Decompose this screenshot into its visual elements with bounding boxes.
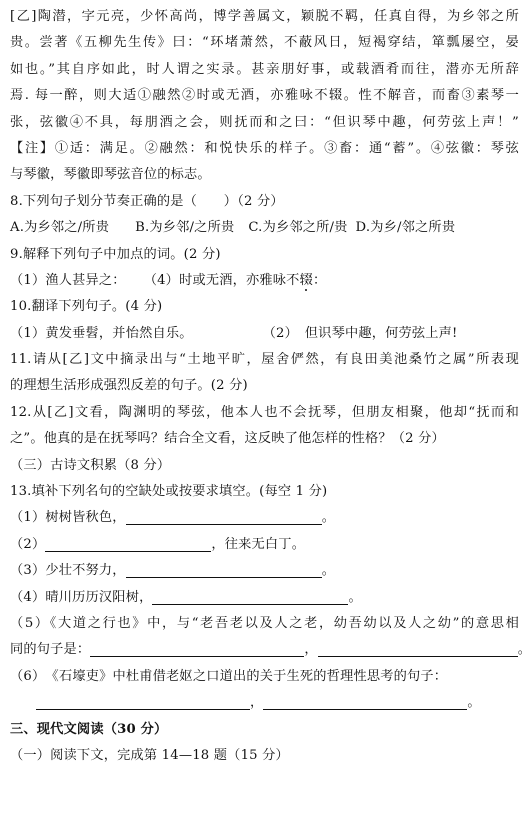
question-stem: 12.从[乙]文看，陶渊明的琴弦，他本人也不会抚琴，但朋友相聚，他却“抚而和 [10,404,519,420]
fill-item-2: （2） ，往来无白丁。 [10,536,306,552]
question-stem: 的理想生活形成强烈反差的句子。(2 分) [10,378,248,394]
answer-blank[interactable] [90,640,304,657]
fill-item-5: （5）《大道之行也》中，与“老吾老以及人之老，幼吾幼以及人之幼”的意思相 [10,615,519,631]
answer-blank[interactable] [126,561,322,578]
passage-line: [乙]陶潜，字元亮，少怀高尚，博学善属文，颖脱不羁，任真自得，为乡邻之所 [10,9,519,24]
question-11 [10,347,519,400]
fill-item-5-blanks: 同的句子是： ， 。 [10,642,531,658]
reading-instruction: （一）阅读下文，完成第 14—18 题（15 分） [10,747,289,763]
question-12 [10,400,519,453]
classical-passage [10,4,519,189]
option-b[interactable]: B.为乡邻/之所贵 [135,220,235,236]
item-2: （2） 但识琴中趣，何劳弦上声! [262,325,458,341]
fill-item-6-blanks: ， 。 [10,690,519,716]
fill-item-4: （4）晴川历历汉阳树， 。 [10,589,362,605]
question-stem: 之”。他真的是在抚琴吗？结合全文看，这反映了他怎样的性格？（2 分） [10,431,445,447]
question-9 [10,242,519,295]
item-1: （1）渔人甚异之： [10,272,126,288]
question-stem: 11.请从[乙]文中摘录出与“土地平旷，屋舍俨然，有良田美池桑竹之属”所表现 [10,352,519,368]
item-4: （4）时或无酒，亦雅咏不辍： [143,272,327,288]
question-10 [10,294,519,347]
question-stem: 9.解释下列句子中加点的词。(2 分) [10,246,221,262]
section-heading: 三、现代文阅读（30 分） [10,721,168,737]
answer-blank[interactable] [45,535,211,552]
fill-item-6: （6） 《石壕吏》中杜甫借老妪之口道出的关于生死的哲理性思考的句子： [10,668,448,684]
passage-line: 如也。”其自序如此，时人谓之实录。甚亲朋好事，或载酒肴而往，潜亦无所辞 [10,61,519,77]
question-items [10,268,519,294]
fill-item-3: （3）少壮不努力， 。 [10,563,336,579]
answer-blank[interactable] [36,693,250,710]
question-items [10,321,519,347]
passage-line: 焉. 每一醉，则大适①融然②时或无酒，亦雅咏不辍。性不解音，而畜③素琴一 [10,88,519,104]
answer-blank[interactable] [263,693,467,710]
question-stem: 13.填补下列名句的空缺处或按要求填空。(每空 1 分) [10,484,328,500]
subsection-heading: （三）古诗文积累（8 分） [10,457,171,473]
question-13 [10,479,531,717]
question-8 [10,189,519,242]
question-stem: 10.翻译下列句子。(4 分) [10,299,163,315]
option-c[interactable]: C.为乡邻之所/贵 [248,220,348,236]
answer-blank[interactable] [126,508,322,525]
passage-line: 贵。尝著《五柳先生传》曰：“环堵萧然，不蔽风日，短褐穿结，箪瓢屡空，晏 [10,35,519,51]
dotted-char: 辍 [299,272,313,288]
fill-item-1: （1）树树皆秋色， 。 [10,510,336,526]
answer-blank[interactable] [152,588,348,605]
option-d[interactable]: D.为乡/邻之所贵 [355,220,456,236]
annotation-line: 与琴徽，琴徽即琴弦音位的标志。 [10,167,211,183]
item-1: （1）黄发垂髫，并怡然自乐。 [10,325,193,341]
answer-blank[interactable] [318,640,518,657]
passage-line: 张，弦徽④不具，每朋酒之会，则抚而和之曰：“但识琴中趣，何劳弦上声！” [10,114,519,130]
option-a[interactable]: A.为乡邻之/所贵 [10,220,110,236]
annotation-line: 【注】①适：满足。②融然：和悦快乐的样子。③畜：通“蓄”。④弦徽：琴弦 [10,140,519,156]
answer-options [10,215,519,241]
question-stem: 8.下列句子划分节奏正确的是（ ）（2 分） [10,193,284,209]
